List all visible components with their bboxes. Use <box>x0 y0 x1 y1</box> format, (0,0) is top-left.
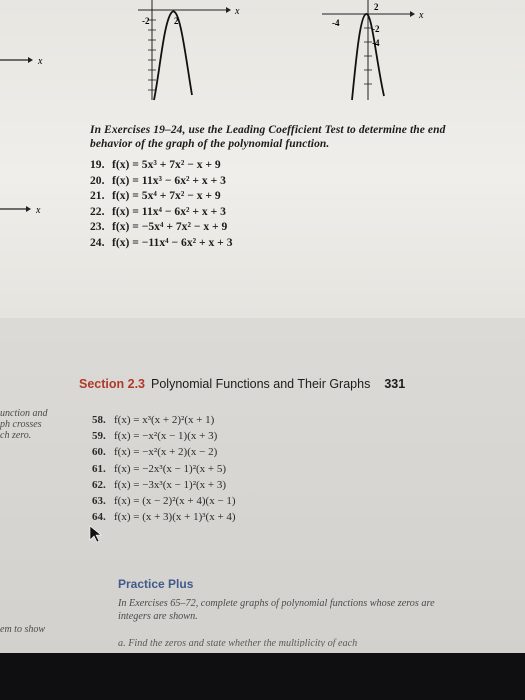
exercises-58-64 <box>92 412 236 525</box>
practice-plus-cut-line: a. Find the zeros and state whether the multiplicity of each <box>118 638 358 647</box>
equation-item: 61. f(x) = −2x³(x − 1)²(x + 5) <box>92 462 227 475</box>
margin-note: unction and ph crosses ch zero. <box>0 408 48 441</box>
graph-b-tick-neg4: -4 <box>332 18 340 28</box>
graph-a-axis-label: x <box>235 6 240 17</box>
left-axis-label: x <box>38 56 43 67</box>
practice-plus-title: Practice Plus <box>118 577 194 591</box>
section-label: Section 2.3 <box>79 377 145 391</box>
graph-a <box>138 0 248 110</box>
equation-item: 64. f(x) = (x + 3)(x + 1)³(x + 4) <box>92 511 236 524</box>
practice-plus-text: In Exercises 65–72, complete graphs of polynomial functions whose zeros are integers are shown. <box>118 598 435 622</box>
exercise-item: 21. f(x) = 5x⁴ + 7x² − x + 9 <box>90 189 221 203</box>
equation-item: 59. f(x) = −x²(x − 1)(x + 3) <box>92 430 218 443</box>
graph-a-tick-2: 2 <box>174 16 179 26</box>
exercise-item: 24. f(x) = −11x⁴ − 6x² + x + 3 <box>90 235 233 249</box>
page-number: 331 <box>384 377 406 391</box>
dark-edge <box>0 653 525 700</box>
graph-b-tick-neg2: -2 <box>372 24 380 34</box>
equation-item: 63. f(x) = (x − 2)²(x + 4)(x − 1) <box>92 495 236 508</box>
graph-b <box>322 0 432 110</box>
equation-item: 60. f(x) = −x²(x + 2)(x − 2) <box>92 446 218 459</box>
exercise-item: 23. f(x) = −5x⁴ + 7x² − x + 9 <box>90 220 228 234</box>
exercises-intro: In Exercises 19–24, use the Leading Coefficient Test to determine the end behavior of the graph of the polynomial function. <box>90 124 446 150</box>
exercise-item: 20. f(x) = 11x³ − 6x² + x + 3 <box>90 173 226 187</box>
side-axis-label: x <box>36 205 41 216</box>
graph-b-tick-2: 2 <box>374 2 379 12</box>
partial-axis-side <box>0 200 50 218</box>
exercise-list <box>90 157 490 251</box>
equation-item: 58. f(x) = x³(x + 2)²(x + 1) <box>92 414 215 426</box>
section-title: Polynomial Functions and Their Graphs <box>151 377 371 391</box>
section-header <box>79 377 405 391</box>
equation-item: 62. f(x) = −3x³(x − 1)²(x + 3) <box>92 478 227 491</box>
partial-axis-left <box>0 50 60 70</box>
mouse-pointer-icon <box>89 525 103 543</box>
graph-b-tick-neg4-y: -4 <box>372 38 380 48</box>
margin-note-bottom: em to show <box>0 624 45 635</box>
exercise-item: 19. f(x) = 5x³ + 7x² − x + 9 <box>90 158 221 171</box>
graph-a-tick-neg2: -2 <box>142 16 150 26</box>
exercises-19-24 <box>90 123 490 251</box>
exercise-item: 22. f(x) = 11x⁴ − 6x² + x + 3 <box>90 204 226 218</box>
graph-b-axis-label: x <box>419 10 424 21</box>
